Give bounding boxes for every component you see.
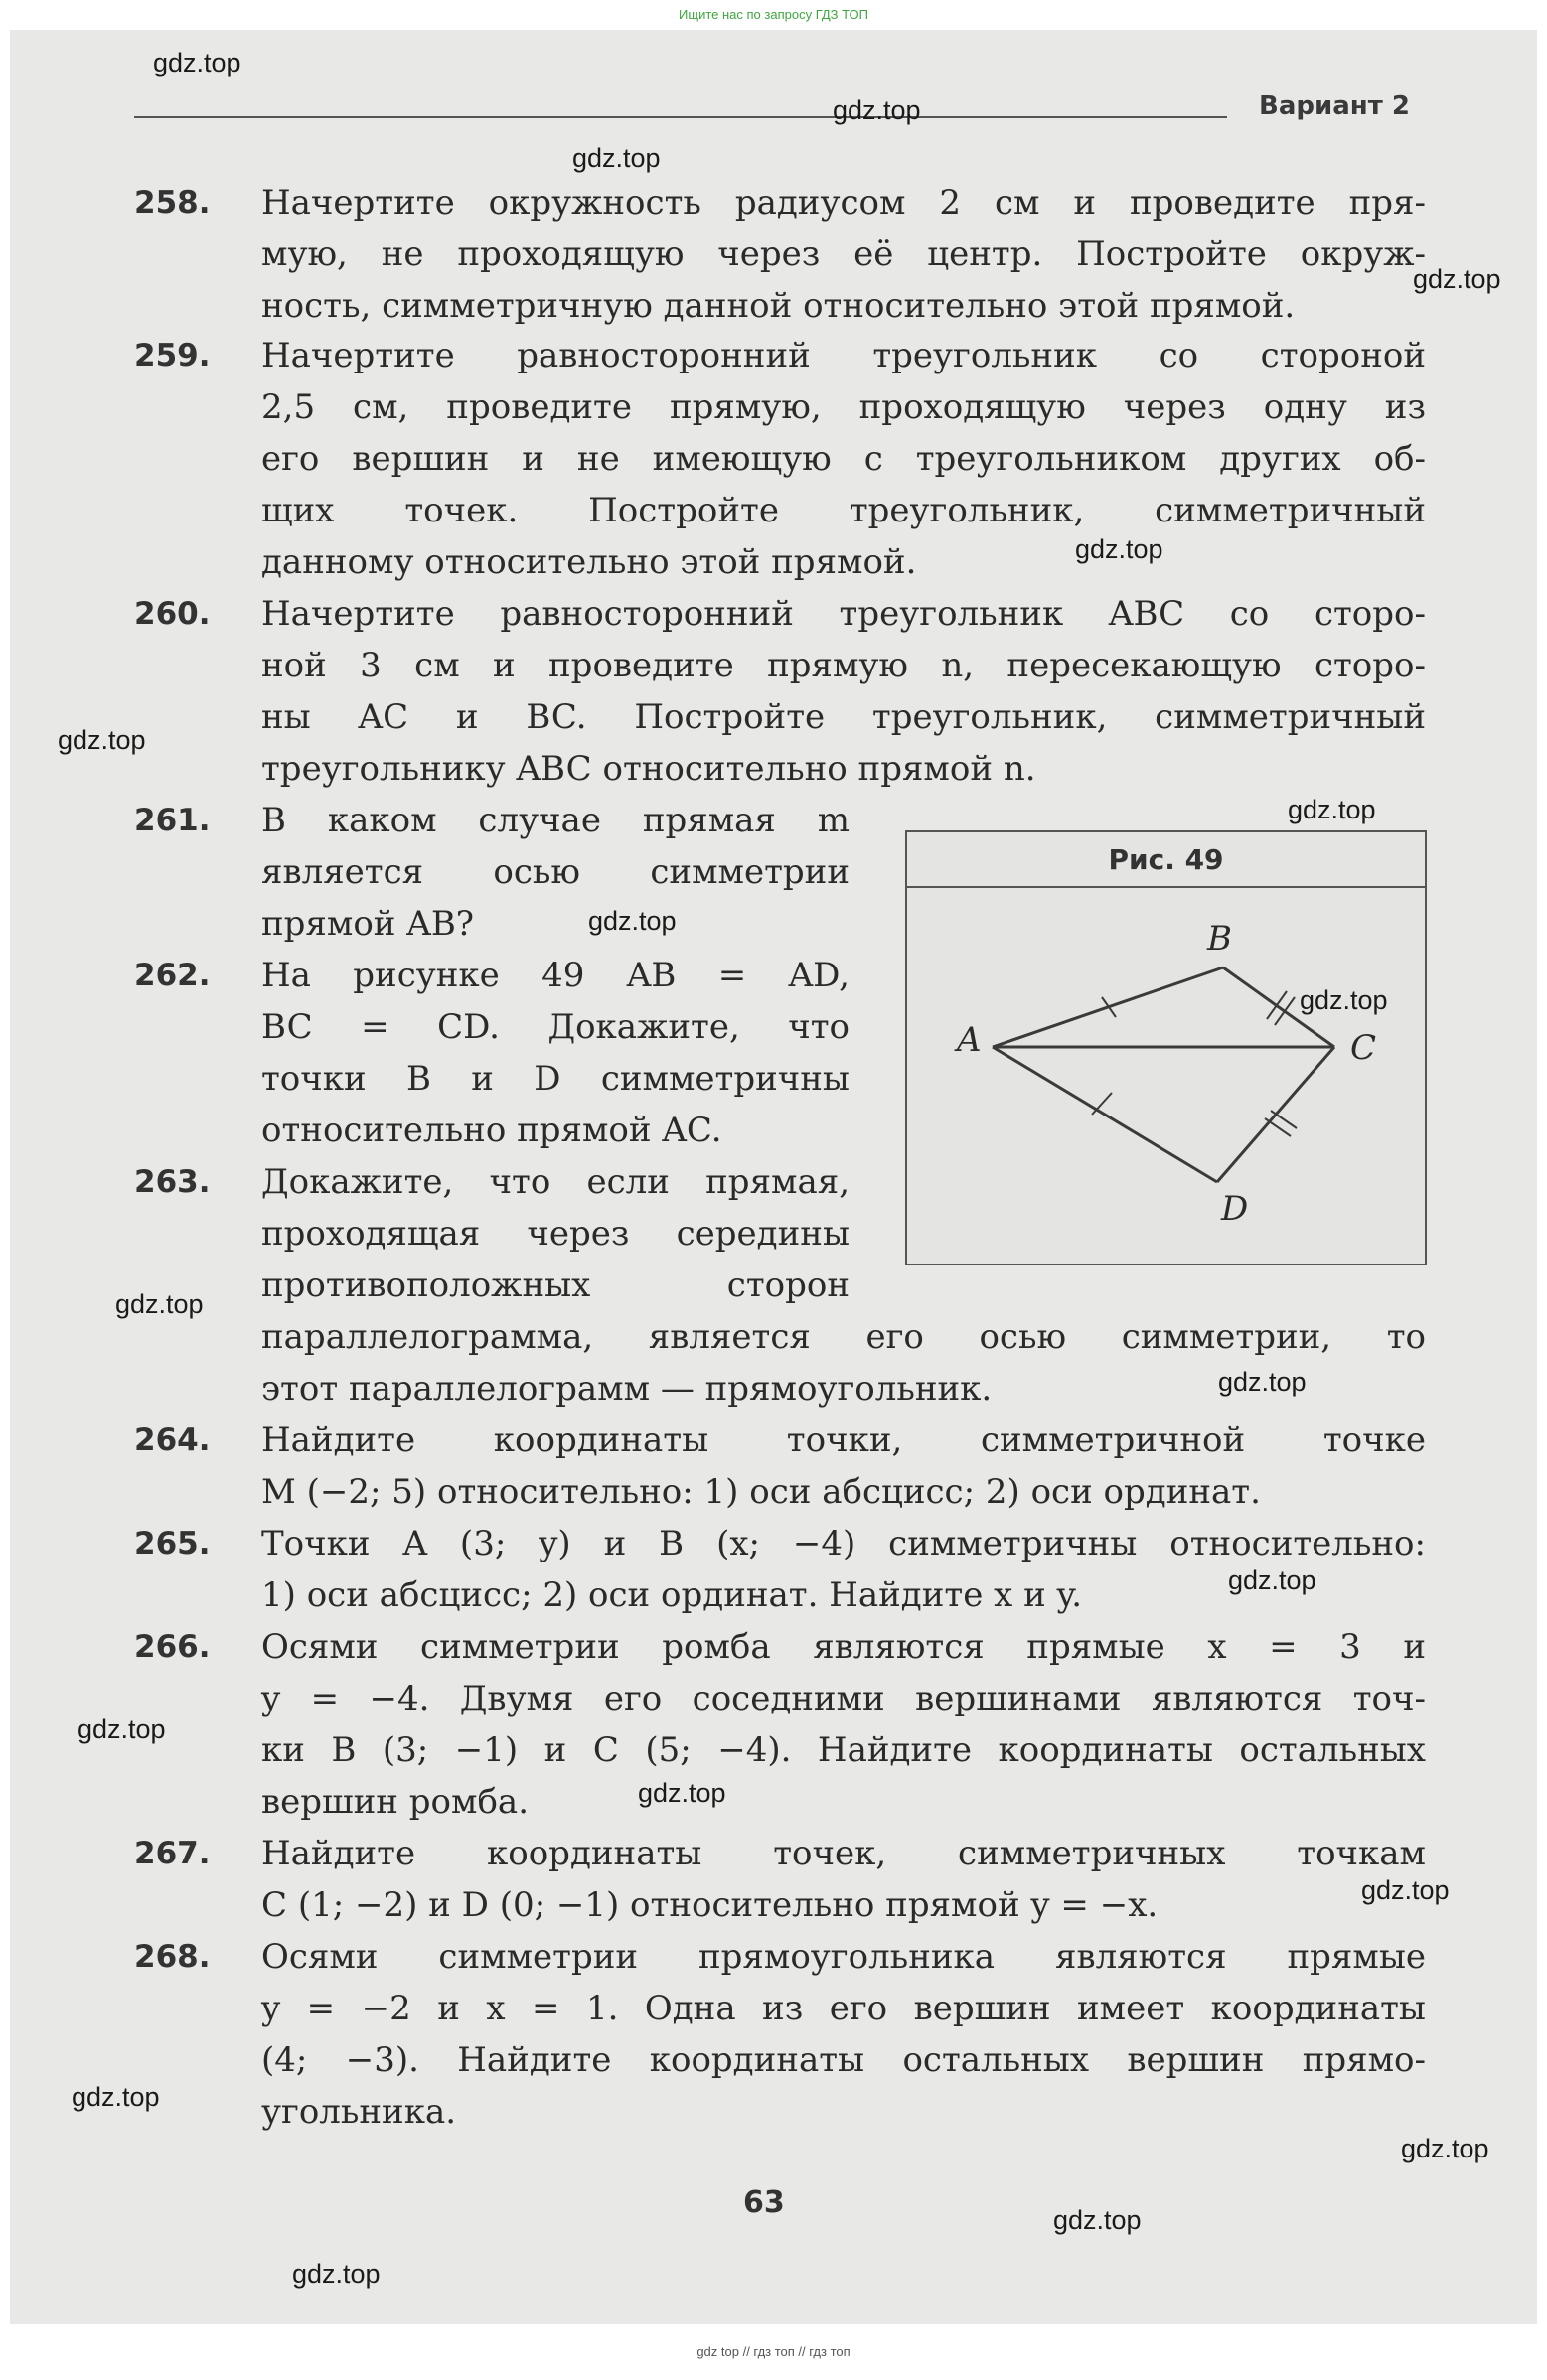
problem-line: Найдите координаты точек, симметричных точкам	[261, 1834, 1426, 1873]
watermark: gdz.top	[72, 2082, 160, 2112]
problem-line: Точки A (3; y) и B (x; −4) симметричны относительно:	[261, 1524, 1426, 1563]
top-banner: Ищите нас по запросу ГДЗ ТОП	[0, 0, 1547, 30]
problem-number: 268.	[134, 1939, 211, 1975]
problem-number: 267.	[134, 1836, 211, 1871]
textbook-page	[10, 30, 1537, 2324]
problem-number: 264.	[134, 1422, 211, 1458]
problem-line: y = −4. Двумя его соседними вершинами являются точ-	[261, 1679, 1426, 1718]
bottom-banner: gdz top // гдз топ // гдз топ	[0, 2324, 1547, 2370]
problem-line: В каком случае прямая m	[261, 801, 850, 840]
problem-line: прямой AB?	[261, 904, 475, 944]
watermark: gdz.top	[1075, 534, 1163, 564]
problem-261	[134, 795, 850, 950]
watermark: gdz.top	[1300, 985, 1388, 1015]
segment-ad	[993, 1047, 1217, 1182]
problem-number: 259.	[134, 338, 211, 373]
problem-line: (4; −3). Найдите координаты остальных вершин прямо-	[261, 2040, 1426, 2080]
watermark: gdz.top	[1228, 1565, 1316, 1595]
problem-line: Найдите координаты точки, симметричной точке	[261, 1420, 1426, 1460]
watermark: gdz.top	[58, 725, 146, 755]
watermark: gdz.top	[77, 1714, 166, 1744]
watermark: gdz.top	[292, 2259, 381, 2289]
problem-line: ки B (3; −1) и C (5; −4). Найдите координаты остальных	[261, 1730, 1426, 1770]
problem-268	[134, 1931, 1426, 2138]
label-a: A	[957, 1020, 982, 1060]
tick-bc-1	[1267, 991, 1287, 1019]
problem-line: 2,5 см, проведите прямую, проходящую через одну из	[261, 387, 1426, 427]
figure-title: Рис. 49	[907, 832, 1425, 888]
problem-line: этот параллелограмм — прямоугольник.	[261, 1369, 993, 1409]
problem-line: его вершин и не имеющую с треугольником других об-	[261, 439, 1426, 479]
problem-line: параллелограмма, является его осью симметрии, то	[261, 1317, 1426, 1357]
tick-bc-2	[1275, 997, 1295, 1025]
watermark: gdz.top	[1413, 264, 1501, 294]
problem-line: Начертите равносторонний треугольник со стороной	[261, 336, 1426, 375]
problem-258	[134, 177, 1426, 332]
problem-line: Осями симметрии прямоугольника являются прямые	[261, 1937, 1426, 1977]
problem-line: BC = CD. Докажите, что	[261, 1007, 850, 1047]
problem-number: 261.	[134, 803, 211, 838]
problem-266	[134, 1621, 1426, 1828]
problem-line: ной 3 см и проведите прямую n, пересекающую сторо-	[261, 646, 1426, 685]
label-d: D	[1221, 1189, 1249, 1229]
label-b: B	[1207, 919, 1232, 959]
problem-line: Докажите, что если прямая,	[261, 1162, 850, 1202]
problem-262	[134, 950, 850, 1156]
watermark: gdz.top	[115, 1289, 204, 1319]
problem-line: щих точек. Постройте треугольник, симметричный	[261, 491, 1426, 530]
watermark: gdz.top	[153, 48, 241, 77]
problem-line: точки B и D симметричны	[261, 1059, 850, 1099]
problem-line: M (−2; 5) относительно: 1) оси абсцисс; 2) оси ординат.	[261, 1472, 1261, 1512]
variant-heading: Вариант 2	[1259, 91, 1410, 121]
problem-line: противоположных сторон	[261, 1265, 850, 1305]
problem-number: 262.	[134, 958, 211, 993]
problem-264	[134, 1414, 1426, 1518]
problem-line: Начертите окружность радиусом 2 см и проведите пря-	[261, 183, 1426, 223]
page-number: 63	[743, 2185, 785, 2220]
watermark: gdz.top	[1218, 1367, 1307, 1397]
label-c: C	[1350, 1028, 1377, 1068]
problem-number: 266.	[134, 1629, 211, 1665]
problem-line: вершин ромба.	[261, 1782, 529, 1822]
problem-line: относительно прямой AC.	[261, 1111, 722, 1150]
problem-number: 265.	[134, 1526, 211, 1562]
problem-number: 260.	[134, 596, 211, 632]
problem-number: 258.	[134, 185, 211, 221]
problem-line: данному относительно этой прямой.	[261, 542, 917, 582]
problem-line: Начертите равносторонний треугольник ABC со сторо-	[261, 594, 1426, 634]
problem-line: проходящая через середины	[261, 1214, 850, 1254]
watermark: gdz.top	[1053, 2205, 1142, 2235]
problem-line: является осью симметрии	[261, 852, 850, 892]
watermark: gdz.top	[638, 1778, 726, 1808]
problem-line: ны AC и BC. Постройте треугольник, симметричный	[261, 697, 1426, 737]
watermark: gdz.top	[588, 906, 677, 936]
problem-line: ность, симметричную данной относительно этой прямой.	[261, 286, 1296, 326]
kite-diagram	[907, 888, 1425, 1264]
problem-line: Осями симметрии ромба являются прямые x = 3 и	[261, 1627, 1426, 1667]
problem-line: y = −2 и x = 1. Одна из его вершин имеет координаты	[261, 1989, 1426, 2028]
watermark: gdz.top	[572, 143, 661, 173]
problem-267	[134, 1828, 1426, 1931]
watermark: gdz.top	[1401, 2134, 1489, 2163]
watermark: gdz.top	[1288, 795, 1376, 824]
problem-number: 263.	[134, 1164, 211, 1200]
problem-line: На рисунке 49 AB = AD,	[261, 956, 850, 995]
problem-line: мую, не проходящую через её центр. Постройте окруж-	[261, 234, 1426, 274]
header-rule	[134, 116, 1227, 118]
problem-260	[134, 588, 1426, 795]
problem-line: C (1; −2) и D (0; −1) относительно прямой y = −x.	[261, 1885, 1159, 1925]
figure-49	[905, 830, 1427, 1265]
problem-line: 1) оси абсцисс; 2) оси ординат. Найдите x и y.	[261, 1575, 1083, 1615]
watermark: gdz.top	[833, 95, 921, 125]
problem-259	[134, 330, 1426, 588]
watermark: gdz.top	[1361, 1875, 1450, 1905]
problem-line: треугольнику ABC относительно прямой n.	[261, 749, 1036, 789]
problem-line: угольника.	[261, 2092, 457, 2132]
